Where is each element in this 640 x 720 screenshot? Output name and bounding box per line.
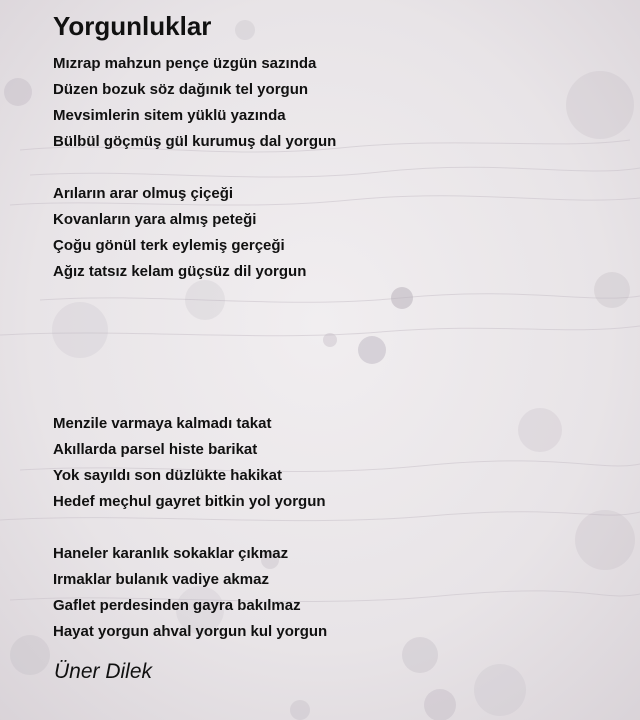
poem-author: Üner Dilek (54, 660, 153, 683)
poem-line: Akıllarda parsel histe barikat (53, 441, 258, 458)
poem-line: Yok sayıldı son düzlükte hakikat (53, 467, 282, 484)
poem-line: Düzen bozuk söz dağınık tel yorgun (53, 81, 309, 98)
poem-line: Irmaklar bulanık vadiye akmaz (53, 571, 269, 588)
poem-line: Mevsimlerin sitem yüklü yazında (53, 107, 286, 124)
poem-line: Hayat yorgun ahval yorgun kul yorgun (53, 623, 328, 640)
poem-line: Arıların arar olmuş çiçeği (53, 185, 234, 202)
poem-stanza-2 (53, 181, 306, 285)
poem-line: Çoğu gönül terk eylemiş gerçeği (53, 237, 285, 254)
poem-line: Hedef meçhul gayret bitkin yol yorgun (53, 493, 326, 510)
poem-line: Haneler karanlık sokaklar çıkmaz (53, 545, 289, 562)
poem-stanza-4 (53, 541, 327, 645)
poem-line: Gaflet perdesinden gayra bakılmaz (53, 597, 301, 614)
poem-line: Bülbül göçmüş gül kurumuş dal yorgun (53, 133, 337, 150)
poem-title: Yorgunluklar (53, 11, 212, 41)
poem-line: Menzile varmaya kalmadı takat (53, 415, 272, 432)
poem-line: Kovanların yara almış peteği (53, 211, 257, 228)
poem-line: Mızrap mahzun pençe üzgün sazında (53, 55, 317, 72)
poem-line: Ağız tatsız kelam güçsüz dil yorgun (53, 263, 307, 280)
poem-stanza-3 (53, 411, 326, 515)
poem-stanza-1 (53, 51, 336, 155)
